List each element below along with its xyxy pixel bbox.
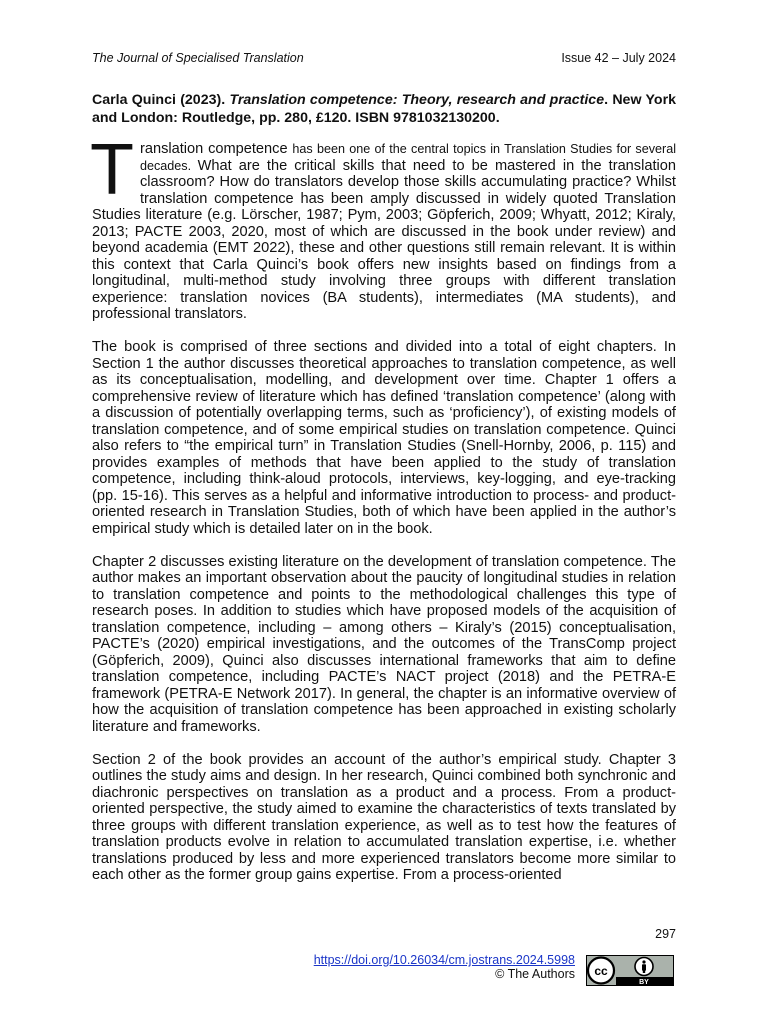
paragraph-1 (90, 130, 676, 323)
citation-title: Translation competence: Theory, research and practice (229, 92, 605, 108)
citation-details: . New York and London: Routledge, pp. 280, £120. ISBN 9781032130200. (92, 92, 676, 126)
running-header (92, 51, 676, 69)
paragraph-4: Section 2 of the book provides an account of the author’s empirical study. Chapter 3 outlines the study aims and design. In her research, Quinci combined both synchronic and diachronic perspectives on translation as a product and a process. From a product-oriented perspective, the study aimed to examine the characteristics of texts translated by three groups with different translation experience, as well as to test how the features of translation products evolve in relation to accumulated translation expertise, i.e. whether translations produced by less and more experienced translators become more similar to each other as the former group gains expertise. From a process-oriented (92, 751, 676, 883)
cc-by-icon[interactable] (586, 955, 674, 986)
footer (300, 953, 575, 981)
page-number: 297 (655, 927, 676, 941)
cc-by-label: BY (639, 979, 649, 986)
copyright-notice: © The Authors (495, 967, 575, 981)
svg-text:cc: cc (594, 964, 608, 978)
drop-cap: T (90, 130, 134, 210)
doi-link[interactable]: https://doi.org/10.26034/cm.jostrans.2024.5998 (313, 953, 575, 967)
citation-author: Carla Quinci (2023). (92, 92, 230, 108)
journal-name: The Journal of Specialised Translation (92, 51, 304, 65)
book-citation (92, 92, 676, 127)
paragraph-1-rest: What are the critical skills that need to be mastered in the translation classroom? How do translators develop those skills accumulating practice? Whilst translation competence has been amply discussed in widely quoted Translation Studies literature (e.g. Lörscher, 1987; Pym, 2003; Göpferich, 2009; Whyatt, 2012; Kiraly, 2013; PACTE 2003, 2020, most of which are discussed in the book under review) and beyond academia (EMT 2022), these and other questions still remain relevant. It is within this context that Carla Quinci’s book offers new insights based on findings from a longitudinal, multi-method study involving three groups with different translation experience: translation novices (BA students), intermediates (MA students), and professional translators. (92, 157, 676, 322)
paragraph-1-small: has been one of the central topics in Translation Studies for several decades. (139, 142, 676, 173)
article-body (90, 130, 676, 900)
issue-info: Issue 42 – July 2024 (561, 51, 676, 65)
paragraph-3: Chapter 2 discusses existing literature on the development of translation competence. The author makes an important observation about the paucity of longitudinal studies in relation to translation competence and points to the methodological challenges this type of research poses. In addition to studies which have proposed models of the acquisition of translation competence, including – among others – Kiraly’s (2015) conceptualisation, PACTE’s (2020) empirical investigations, and the outcomes of the TransComp project (Göpferich, 2009), Quinci also discusses international frameworks that aim to define translation competence, including PACTE’s NACT project (2018) and the PETRA-E framework (PETRA-E Network 2017). In general, the chapter is an informative overview of how the acquisition of translation competence has been approached in existing scholarly literature and frameworks. (92, 553, 676, 735)
paragraph-1-lead: ranslation competence (139, 141, 293, 157)
paragraph-2: The book is comprised of three sections and divided into a total of eight chapters. In Section 1 the author discusses theoretical approaches to translation competence, as well as its conceptualisation, modelling, and development over time. Chapter 1 offers a comprehensive review of literature which has defined ‘translation competence’ (along with a discussion of potentially overlapping terms, such as ‘proficiency’), of existing models of translation competence, and of some empirical studies on translation competence. Quinci also refers to “the empirical turn” in Translation Studies (Snell-Hornby, 2006, p. 115) and provides examples of methods that have been applied to the study of translation competence, including think-aloud protocols, interviews, key-logging, and eye-tracking (pp. 15-16). This serves as a helpful and informative introduction to process- and product-oriented research in Translation Studies, both of which have been applied in the author’s empirical study which is detailed later on in the book. (92, 339, 676, 537)
